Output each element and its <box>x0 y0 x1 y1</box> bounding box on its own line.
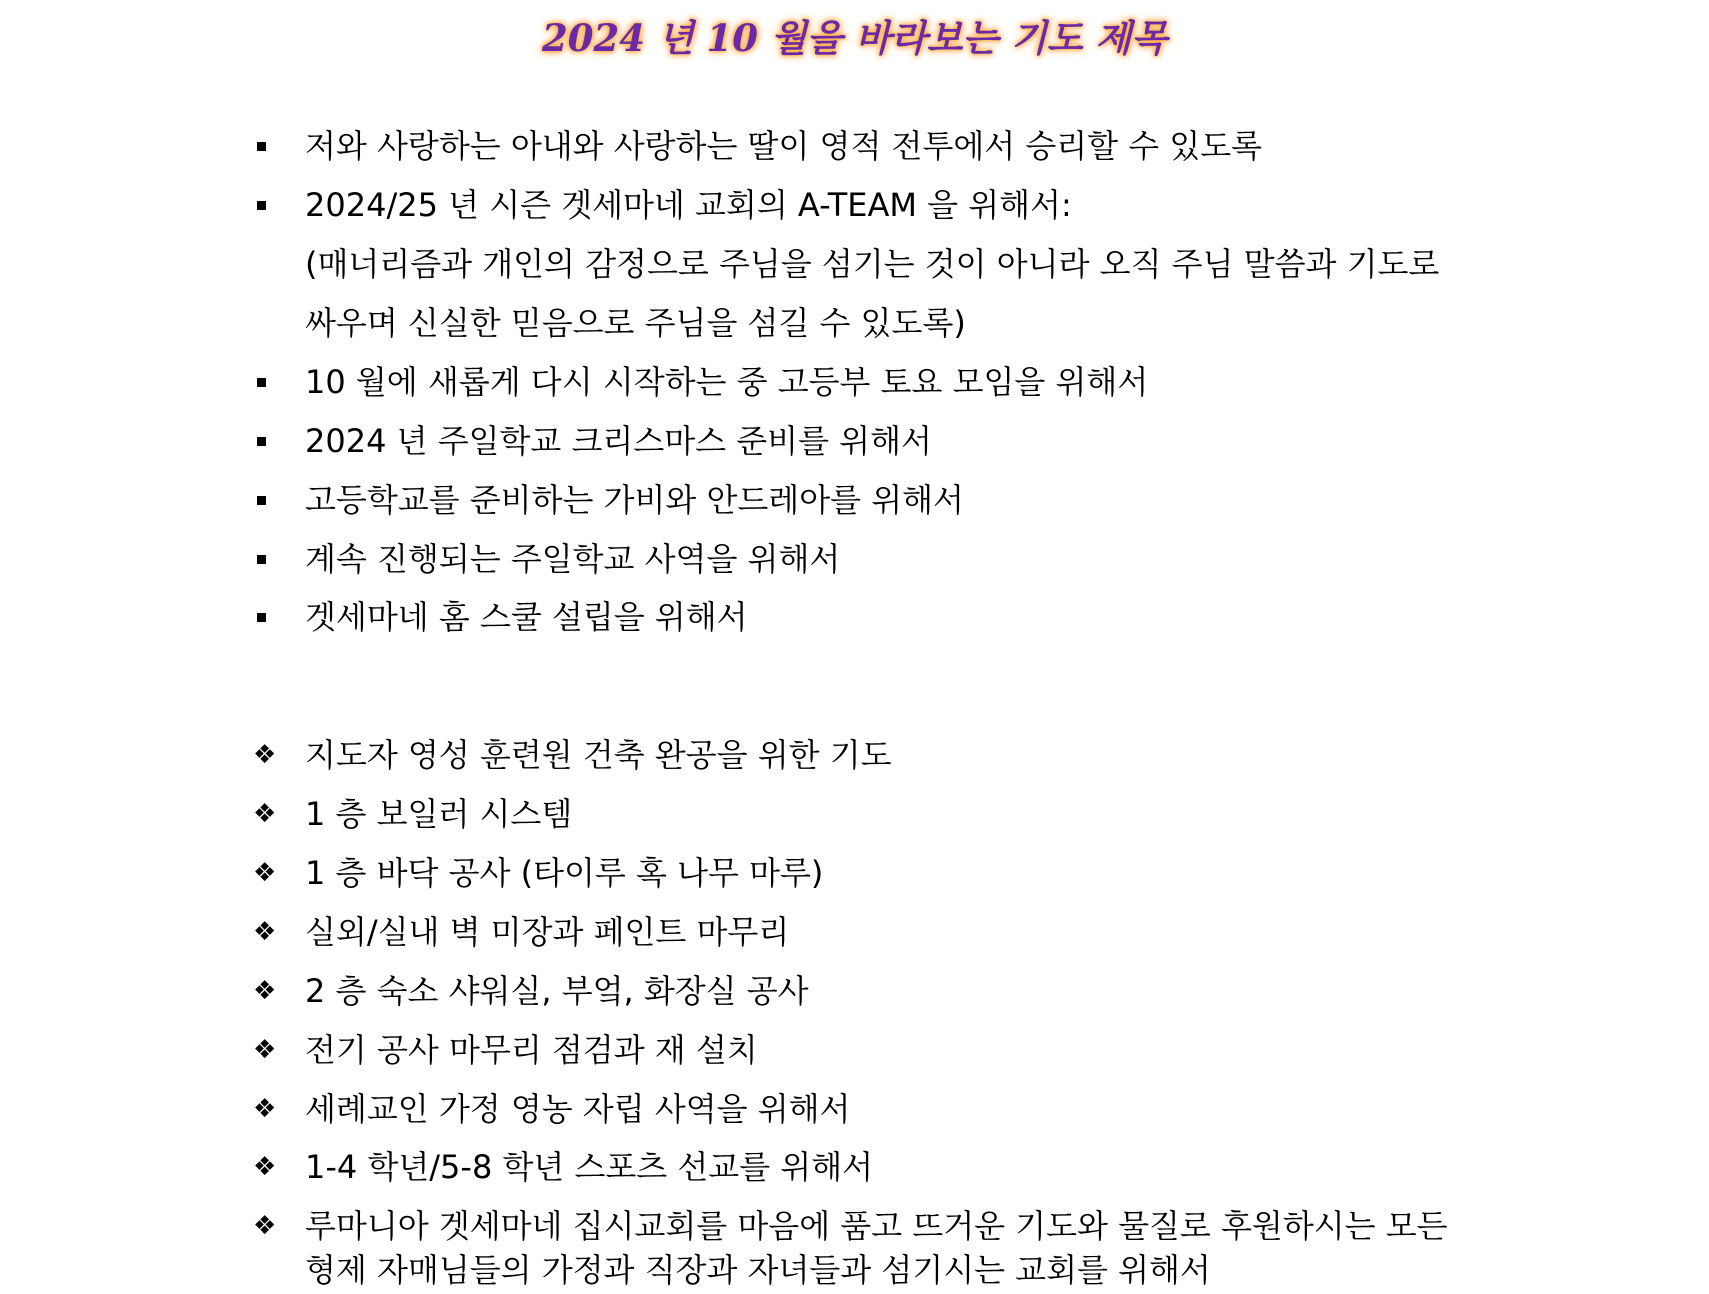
list-item: 세례교인 가정 영농 자립 사역을 위해서 <box>305 1090 851 1128</box>
diamond-bullet-icon: ❖ <box>253 740 277 770</box>
list-item: 지도자 영성 훈련원 건축 완공을 위한 기도 <box>305 736 892 774</box>
list-item: 2 층 숙소 샤워실, 부엌, 화장실 공사 <box>305 972 809 1010</box>
page-title: 2024 년 10 월을 바라보는 기도 제목 <box>542 16 1167 60</box>
diamond-bullet-icon: ❖ <box>253 1035 277 1065</box>
list-item: 고등학교를 준비하는 가비와 안드레아를 위해서 <box>305 481 964 519</box>
list-item-continuation: 형제 자매님들의 가정과 직장과 자녀들과 섬기시는 교회를 위해서 <box>305 1251 1211 1289</box>
square-bullet-icon <box>255 480 279 520</box>
list-item: 실외/실내 벽 미장과 페인트 마무리 <box>305 913 790 951</box>
list-item: 전기 공사 마무리 점검과 재 설치 <box>305 1031 758 1069</box>
list-item: 10 월에 새롭게 다시 시작하는 중 고등부 토요 모임을 위해서 <box>305 363 1149 401</box>
diamond-bullet-icon: ❖ <box>253 858 277 888</box>
square-bullet-icon <box>255 421 279 461</box>
square-bullet-icon <box>255 362 279 402</box>
square-bullet-icon <box>255 539 279 579</box>
diamond-bullet-icon: ❖ <box>253 1094 277 1124</box>
diamond-bullet-icon: ❖ <box>253 976 277 1006</box>
list-item: 계속 진행되는 주일학교 사역을 위해서 <box>305 540 841 578</box>
diamond-bullet-icon: ❖ <box>253 1152 277 1182</box>
list-item: 2024 년 주일학교 크리스마스 준비를 위해서 <box>305 422 932 460</box>
list-item: 1-4 학년/5-8 학년 스포츠 선교를 위해서 <box>305 1148 874 1186</box>
list-item: 저와 사랑하는 아내와 사랑하는 딸이 영적 전투에서 승리할 수 있도록 <box>305 127 1263 165</box>
list-item-continuation: (매너리즘과 개인의 감정으로 주님을 섬기는 것이 아니라 오직 주님 말씀과 기도로 <box>305 245 1440 283</box>
list-item: 2024/25 년 시즌 겟세마네 교회의 A-TEAM 을 위해서: <box>305 186 1072 224</box>
square-bullet-icon <box>255 126 279 166</box>
list-item: 겟세마네 홈 스쿨 설립을 위해서 <box>305 598 748 636</box>
list-item: 1 층 보일러 시스템 <box>305 795 573 833</box>
list-item: 루마니아 겟세마네 집시교회를 마음에 품고 뜨거운 기도와 물질로 후원하시는 모든 <box>305 1207 1448 1245</box>
square-bullet-icon <box>255 597 279 637</box>
square-bullet-icon <box>255 185 279 225</box>
list-item: 1 층 바닥 공사 (타이루 혹 나무 마루) <box>305 854 824 892</box>
diamond-bullet-icon: ❖ <box>253 799 277 829</box>
diamond-bullet-icon: ❖ <box>253 917 277 947</box>
diamond-bullet-icon: ❖ <box>253 1211 277 1241</box>
list-item-continuation: 싸우며 신실한 믿음으로 주님을 섬길 수 있도록) <box>305 304 966 342</box>
